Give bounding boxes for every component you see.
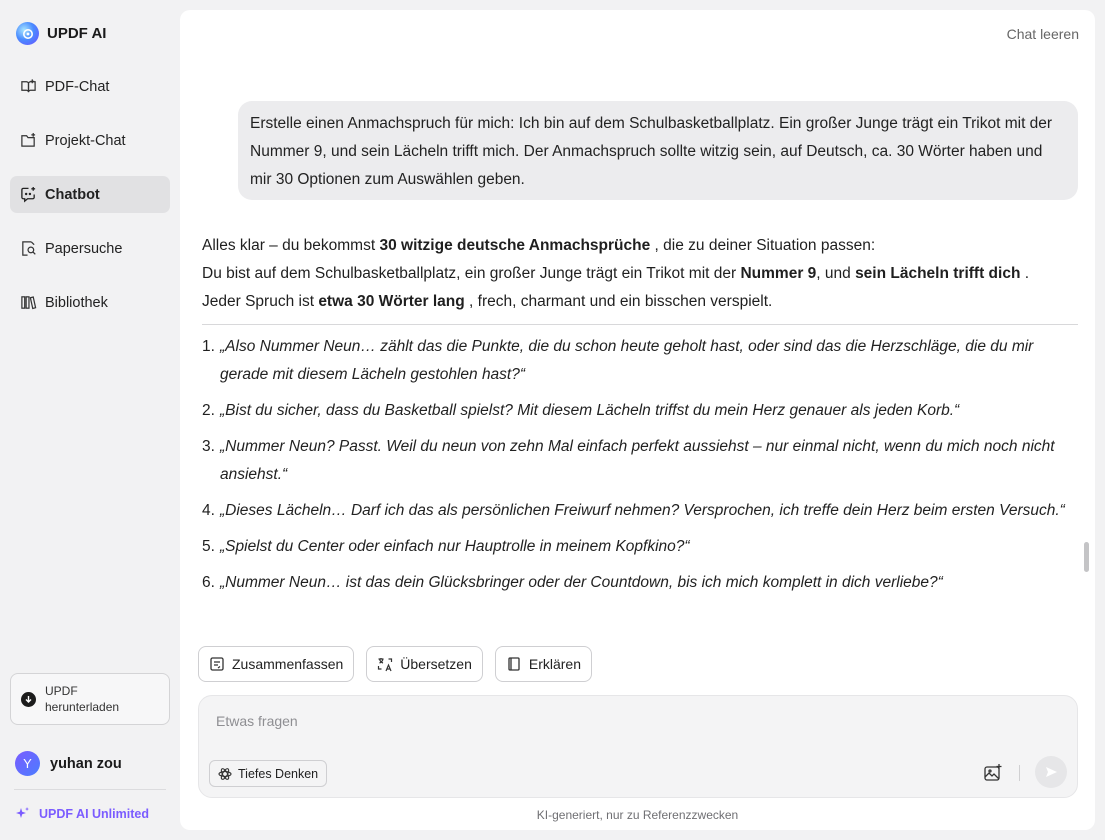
chat-panel bbox=[180, 10, 1095, 830]
sidebar-item-bibliothek[interactable] bbox=[10, 284, 170, 321]
send-button[interactable] bbox=[1035, 756, 1067, 788]
sparkle-icon bbox=[15, 806, 31, 822]
sidebar-item-label: Projekt-Chat bbox=[45, 132, 126, 149]
user-message: Erstelle einen Anmachspruch für mich: Ich bin auf dem Schulbasketballplatz. Ein großer Junge trägt ein Trikot mit der Nummer 9, und sein Lächeln trifft mich. Der Anmachspruch sollte witzig sein, auf Deutsch, ca. 30 Wörter haben und mir 30 Optionen zum Auswählen geben. bbox=[238, 101, 1078, 200]
translate-button[interactable]: Übersetzen bbox=[366, 646, 483, 682]
download-icon bbox=[21, 692, 36, 707]
list-item: 5. „Spielst du Center oder einfach nur Hauptrolle in meinem Kopfkino?“ bbox=[202, 538, 690, 555]
download-updf-button[interactable] bbox=[10, 673, 170, 725]
user-profile[interactable] bbox=[15, 751, 122, 776]
divider bbox=[14, 789, 166, 790]
sidebar-item-papersuche[interactable] bbox=[10, 230, 170, 267]
avatar: Y bbox=[15, 751, 40, 776]
clear-chat-button[interactable]: Chat leeren bbox=[1006, 26, 1079, 42]
download-label: UPDF herunterladen bbox=[45, 684, 120, 714]
sidebar-item-projekt-chat[interactable] bbox=[10, 122, 170, 159]
list-item: 6. „Nummer Neun… ist das dein Glücksbringer oder der Countdown, bis ich mich komplett in dich verliebe?“ bbox=[202, 574, 943, 591]
list-item: 1. „Also Nummer Neun… zählt das die Punkte, die du schon heute geholt hast, oder sind das die Herzschläge, die du mir gerade mit diesem Lächeln gestohlen hast?“ bbox=[202, 338, 1034, 383]
sidebar-item-chatbot[interactable] bbox=[10, 176, 170, 213]
list-item: 2. „Bist du sicher, dass du Basketball spielst? Mit diesem Lächeln triffst du mein Herz genauer als jeden Korb.“ bbox=[202, 402, 960, 419]
message-composer bbox=[198, 695, 1078, 798]
deep-thinking-toggle[interactable]: Tiefes Denken bbox=[209, 760, 327, 787]
user-name: yuhan zou bbox=[50, 755, 122, 772]
upgrade-unlimited-link[interactable] bbox=[15, 806, 149, 822]
list-item: 3. „Nummer Neun? Passt. Weil du neun von zehn Mal einfach perfekt aussiehst – nur einmal nicht, wenn du mich noch nicht ansiehst.“ bbox=[202, 438, 1055, 483]
answer-line: Alles klar – du bekommst 30 witzige deutsche Anmachsprüche , die zu deiner Situation passen: bbox=[202, 237, 876, 254]
explain-button[interactable]: Erklären bbox=[495, 646, 592, 682]
sidebar-nav bbox=[10, 68, 170, 338]
book-icon bbox=[506, 656, 522, 672]
divider bbox=[202, 324, 1078, 325]
paper-search-icon bbox=[20, 240, 37, 257]
summarize-button[interactable]: Zusammenfassen bbox=[198, 646, 354, 682]
sidebar bbox=[0, 0, 180, 840]
sidebar-item-label: Chatbot bbox=[45, 186, 100, 203]
library-icon bbox=[20, 294, 37, 311]
book-open-icon bbox=[20, 78, 37, 95]
ai-disclaimer: KI-generiert, nur zu Referenzzwecken bbox=[536, 808, 739, 822]
sidebar-item-label: Bibliothek bbox=[45, 294, 108, 311]
options-list bbox=[202, 333, 1078, 605]
app-title: UPDF AI bbox=[47, 25, 107, 42]
summarize-icon bbox=[209, 656, 225, 672]
divider bbox=[1019, 765, 1020, 781]
quick-actions bbox=[198, 646, 592, 682]
send-icon bbox=[1044, 765, 1058, 779]
ask-input[interactable] bbox=[214, 709, 918, 733]
atom-icon bbox=[218, 767, 232, 781]
chatbot-icon bbox=[20, 186, 37, 203]
brand[interactable] bbox=[16, 22, 106, 45]
scrollbar-thumb[interactable] bbox=[1084, 542, 1089, 572]
image-upload-icon[interactable] bbox=[983, 763, 1003, 783]
answer-line: Jeder Spruch ist etwa 30 Wörter lang , frech, charmant und ein bisschen verspielt. bbox=[202, 293, 773, 310]
sidebar-item-pdf-chat[interactable] bbox=[10, 68, 170, 105]
sidebar-item-label: Papersuche bbox=[45, 240, 123, 257]
folder-plus-icon bbox=[20, 132, 37, 149]
answer-line: Du bist auf dem Schulbasketballplatz, ein großer Junge trägt ein Trikot mit der Nummer 9, und sein Lächeln trifft dich . bbox=[202, 265, 1030, 282]
translate-icon bbox=[377, 656, 393, 672]
unlimited-label: UPDF AI Unlimited bbox=[39, 807, 149, 821]
sidebar-item-label: PDF-Chat bbox=[45, 78, 110, 95]
updf-logo-icon bbox=[16, 22, 39, 45]
assistant-answer-intro bbox=[202, 232, 1078, 316]
list-item: 4. „Dieses Lächeln… Darf ich das als persönlichen Freiwurf nehmen? Versprochen, ich treffe dein Herz beim ersten Versuch.“ bbox=[202, 502, 1065, 519]
